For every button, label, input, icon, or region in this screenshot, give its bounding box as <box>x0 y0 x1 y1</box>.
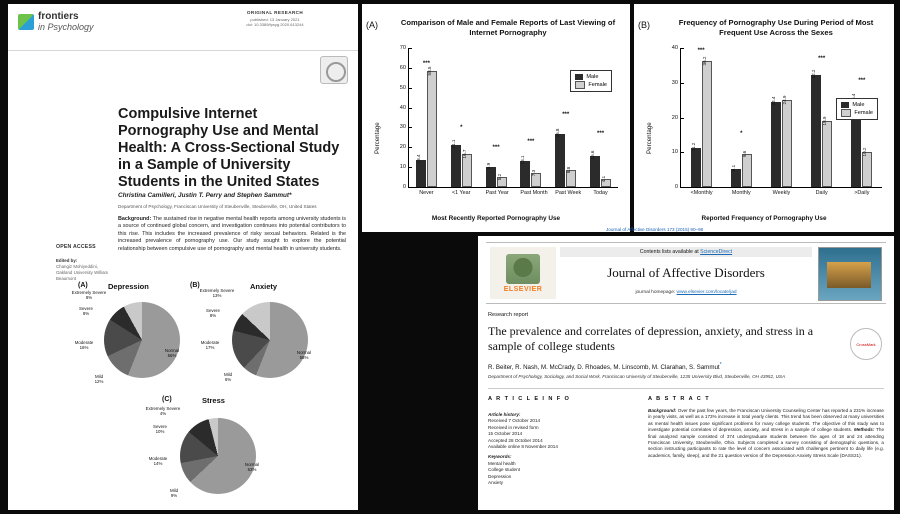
pie-slice-mild-b <box>214 372 242 383</box>
chart-b-ytick: 0 <box>675 184 681 190</box>
bar-male <box>811 69 821 187</box>
chart-b-ytick: 30 <box>672 80 681 86</box>
bar-group <box>450 48 472 196</box>
slice-label: Moderate <box>200 340 220 345</box>
bar-value: 58.5 <box>426 66 432 76</box>
legend-swatch-male-icon <box>841 102 849 108</box>
bar-group <box>415 48 437 196</box>
pie-title-anxiety: Anxiety <box>250 282 278 291</box>
journal-name: Journal of Affective Disorders <box>607 265 765 280</box>
x-category: >Daily <box>854 190 870 196</box>
chart-a-xlabel: Most Recently Reported Pornography Use <box>431 215 561 222</box>
pie-chart-stress <box>96 396 276 510</box>
chart-a-ytick: 50 <box>400 85 409 91</box>
abstract-text: The sustained rise in negative mental health reports among university students is a source of continued global concern, and investigation continues into potential contributors to this rise. This includes the increased prevalence of risky sexual behaviors. Related is the increased prevalence of pornography use. Our study sought to explore the potential relationship between compulsive use of pornography and mental health in university students. <box>118 216 346 252</box>
bar-group <box>485 48 509 196</box>
legend-item-female <box>575 81 607 89</box>
pie-panel-tag-c: (C) <box>162 396 172 403</box>
chart-b-ytick: 20 <box>672 115 681 121</box>
journal-homepage-line <box>560 290 812 295</box>
pie-slice-severe-c <box>144 424 176 435</box>
slice-label: Normal <box>244 462 260 467</box>
slice-pct: 14% <box>153 461 163 467</box>
edited-by-label: Edited by: <box>56 258 78 263</box>
article-section-label: ORIGINAL RESEARCH <box>246 10 304 15</box>
pie-slice-moderate-b <box>192 340 228 351</box>
sig-marker: *** <box>818 55 826 62</box>
article-history-text: Received 7 October 2014 Received in revised form 15 October 2014 Accepted 28 October 2014 Available online 8 November 2014 <box>488 418 558 450</box>
slice-pct: 56% <box>167 353 177 359</box>
legend-swatch-female-icon <box>575 81 585 89</box>
frontiers-logo <box>18 12 94 32</box>
bar-female <box>862 147 872 187</box>
bar-group <box>690 47 713 196</box>
bar-female <box>741 150 752 187</box>
sig-marker: * <box>740 130 743 137</box>
slice-label: Moderate <box>74 340 94 345</box>
x-category: Daily <box>815 190 828 196</box>
bar-value: 5.1 <box>730 165 736 172</box>
chart-b-legend <box>836 98 878 120</box>
pie-slice-normal-c <box>236 462 268 473</box>
bar-value: 11.2 <box>690 142 696 152</box>
crossmark-badge-icon[interactable] <box>850 328 882 360</box>
legend-swatch-male-icon <box>575 74 583 80</box>
bar-female <box>531 169 541 187</box>
slice-pct: 56% <box>299 355 309 361</box>
chart-b-panel-tag: (B) <box>638 20 650 30</box>
abstract-methods-label: Methods: <box>853 427 875 433</box>
bar-value: 24.4 <box>770 96 776 106</box>
slice-pct: 10% <box>155 429 165 435</box>
journal-citation: Journal of Affective Disorders 173 (2015) 90–96 <box>606 227 704 232</box>
article-type-label: Research report <box>488 312 529 318</box>
divider <box>488 388 884 389</box>
bar-value: 15.6 <box>590 150 596 160</box>
legend-item-male <box>575 73 607 81</box>
bar-value: 26.8 <box>555 128 561 138</box>
pie-slice-extsevere-a <box>70 290 108 301</box>
page-title: Compulsive Internet Pornography Use and Mental Health: A Cross-Sectional Study in a Sample of University Students in the United States <box>118 106 340 190</box>
x-category: <Monthly <box>690 190 713 196</box>
bar-value: 21.1 <box>450 139 456 149</box>
chart-a-ytick: 40 <box>400 105 409 111</box>
sig-marker: * <box>460 125 463 132</box>
abstract-label: Background: <box>118 216 152 222</box>
author-names: R. Beiter, R. Nash, M. McCrady, D. Rhoades, M. Linscomb, M. Clarahan, S. Sammut <box>488 364 720 372</box>
slice-label: Moderate <box>148 456 168 461</box>
slice-label: Severe <box>206 308 220 313</box>
bar-value: 36.2 <box>701 56 707 66</box>
slice-pct: 8% <box>209 313 217 319</box>
bar-female <box>701 56 712 187</box>
bar-male <box>770 96 781 187</box>
corresponding-author-mark: * <box>719 362 722 368</box>
bar-group <box>811 48 832 196</box>
abstract-methods-text: The final analyzed sample consisted of 374 undergraduate students between the ages of 18 and 24 attending Franciscan University, Steubenville, Ohio. Subjects completed a survey consisting of demographic questions, a section instructing participants to rate the level of concern associated with challenges pertinent to daily life (e.g. academics, family, sleep), and the 21 question version of the Depression Anxiety Stress Scale (DASS21). <box>648 427 885 458</box>
x-category: Never <box>419 190 434 196</box>
bar-value: 18.9 <box>822 116 828 126</box>
bar-group <box>555 48 582 196</box>
chart-a-plot-area <box>399 45 618 196</box>
abstract-block <box>118 216 346 253</box>
bar-male <box>450 139 461 187</box>
frontiers-logo-icon <box>18 14 34 30</box>
contents-prefix: Contents lists available at <box>639 249 699 255</box>
x-category: Past Week <box>555 190 582 196</box>
slice-label: Severe <box>153 424 167 429</box>
bar-male <box>730 165 741 187</box>
elsevier-wordmark: ELSEVIER <box>503 285 543 293</box>
chart-a-bars <box>409 48 618 196</box>
bar-female <box>461 149 472 187</box>
keywords-text: Mental health College student Depression Anxiety <box>488 460 520 486</box>
abstract-heading: A B S T R A C T <box>648 396 711 402</box>
pie-chart-anxiety <box>184 282 358 400</box>
bar-group <box>730 48 752 196</box>
author-affiliation: Department of Psychology, Franciscan University of Steubenville, Steubenville, OH, United States <box>118 204 317 209</box>
bar-female <box>822 116 832 187</box>
pie-slice-extsevere-b <box>198 288 236 299</box>
sig-marker: *** <box>527 139 535 146</box>
bar-value: 24.9 <box>781 95 787 105</box>
journal-masthead-center <box>560 247 812 299</box>
pie-panel-tag-b: (B) <box>190 282 200 289</box>
bar-value: 9.9 <box>485 163 491 170</box>
bar-value: 7.3 <box>531 169 537 176</box>
frontiers-header <box>8 4 358 51</box>
journal-abstract-body <box>648 408 884 459</box>
chart-b-plot-area <box>671 45 882 196</box>
edited-by-block <box>56 258 114 282</box>
chart-a-ytick: 0 <box>403 184 409 190</box>
pie-slice-severe-a <box>70 306 102 317</box>
bar-value: 16.7 <box>461 149 467 159</box>
crossmark-label: CrossMark <box>856 341 876 347</box>
chart-b-ylabel: Percentage <box>646 122 653 154</box>
bar-male <box>590 150 600 187</box>
slice-pct: 8% <box>85 295 93 301</box>
pie-slice-extsevere-c <box>144 406 182 417</box>
article-history-label: Article history: <box>488 412 521 417</box>
legend-item-male <box>841 101 873 109</box>
pie-panel-tag-a: (A) <box>78 282 88 289</box>
pie-title-stress: Stress <box>202 396 225 405</box>
slice-pct: 13% <box>212 293 222 299</box>
sig-marker: *** <box>858 78 866 85</box>
x-category: <1 Year <box>452 190 471 196</box>
slice-pct: 4% <box>159 411 167 417</box>
chart-a-panel-tag: (A) <box>366 20 378 30</box>
x-category: Today <box>593 190 608 196</box>
bar-value: 9.6 <box>741 150 747 157</box>
chart-a-ytick: 70 <box>400 45 409 51</box>
bar-female <box>496 173 507 187</box>
frontiers-article-page <box>8 4 358 510</box>
slice-label: Normal <box>296 350 312 355</box>
pie-anxiety <box>232 302 308 378</box>
pie-chart-depression <box>8 282 184 400</box>
elsevier-logo <box>490 247 556 299</box>
pie-depression <box>104 302 180 378</box>
legend-label: Female <box>588 82 607 88</box>
slice-label: Mild <box>94 374 104 379</box>
slice-label: Extremely Severe <box>199 288 235 293</box>
slice-pct: 6% <box>224 377 232 383</box>
x-category: Past Year <box>485 190 509 196</box>
journal-affiliation: Department of Psychology, Sociology, and Social Work, Franciscan University of Steubenville, 1235 University Blvd, Steubenville, OH 43952, USA <box>488 374 786 379</box>
chart-a-ylabel: Percentage <box>374 122 381 154</box>
bar-group <box>590 48 611 196</box>
bar-value: 4.1 <box>601 175 607 183</box>
bar-value: 5.2 <box>496 173 502 180</box>
legend-item-female <box>841 109 873 117</box>
pie-title-depression: Depression <box>108 282 149 291</box>
slice-pct: 8% <box>82 311 90 317</box>
chart-b-ytick: 10 <box>672 149 681 155</box>
chart-b-xlabel: Reported Frequency of Pornography Use <box>701 215 827 222</box>
frontiers-logo-sub: in Psychology <box>38 22 94 32</box>
frontiers-logo-main: frontiers <box>38 11 79 22</box>
bar-group <box>770 48 792 196</box>
slice-pct: 9% <box>170 493 178 499</box>
abstract-background-text: Over the past few years, the Franciscan University Counseling Center has reported a 231% increase in yearly visits, as well as a 173% increase in total yearly clients. This trend has been observed at many universities as mental health issues pose significant problems for many college students. The objective of this study was to investigate potential correlates of depression, anxiety, and stress in a sample of college students. <box>648 408 884 433</box>
journal-author-list <box>488 362 848 371</box>
elsevier-tree-icon <box>506 254 540 284</box>
legend-swatch-female-icon <box>841 109 851 117</box>
journal-homepage-link[interactable]: www.elsevier.com/locate/jad <box>676 290 737 295</box>
bar-group <box>520 48 548 196</box>
chart-a-ytick: 30 <box>400 124 409 130</box>
author-list: Christina Camilleri, Justin T. Perry and Stephen Sammut* <box>118 192 292 199</box>
frontiers-article-meta <box>200 10 350 28</box>
bar-male <box>485 163 496 187</box>
slice-pct: 12% <box>94 379 104 385</box>
bar-male <box>690 142 701 187</box>
legend-label: Male <box>852 102 865 108</box>
legend-label: Male <box>586 74 599 80</box>
contents-line <box>560 247 812 257</box>
legend-label: Female <box>854 110 873 116</box>
bar-value: 13.1 <box>520 155 526 165</box>
slice-label: Extremely Severe <box>71 290 107 295</box>
open-access-label: OPEN ACCESS <box>56 244 96 250</box>
homepage-label: journal homepage: <box>635 290 676 295</box>
bar-male <box>415 154 426 187</box>
x-category: Monthly <box>731 190 751 196</box>
slice-label: Normal <box>164 348 180 353</box>
chart-a-ytick: 10 <box>400 164 409 170</box>
chart-a-ytick: 60 <box>400 65 409 71</box>
chart-a-legend <box>570 70 612 92</box>
x-category: Weekly <box>772 190 791 196</box>
journal-article-page <box>478 227 894 510</box>
slice-label: Extremely Severe <box>145 406 181 411</box>
slice-pct: 63% <box>247 467 257 473</box>
bar-female <box>566 166 576 188</box>
pie-slice-mild-c <box>160 488 188 499</box>
bar-female <box>426 66 437 187</box>
bar-value: 8.8 <box>566 166 572 173</box>
slice-pct: 16% <box>79 345 89 351</box>
slice-pct: 17% <box>205 345 215 351</box>
bar-male <box>520 155 530 187</box>
pie-stress <box>180 418 256 494</box>
bar-value: 10.2 <box>862 147 868 157</box>
bar-female <box>601 175 611 187</box>
chart-b-title: Frequency of Pornography Use During Period of Most Frequent Use Across the Sexes <box>678 18 874 37</box>
pie-slice-normal-b <box>288 350 320 361</box>
frontiers-wordmark <box>38 12 94 32</box>
sig-marker: *** <box>492 144 500 151</box>
chart-panel-a <box>362 4 630 232</box>
sig-marker: *** <box>562 111 570 118</box>
pie-slice-moderate-c <box>140 456 176 467</box>
pie-slice-mild-a <box>84 374 114 385</box>
sig-marker: *** <box>697 47 705 54</box>
chart-panel-b <box>634 4 894 232</box>
article-info-body <box>488 408 628 486</box>
sig-marker: *** <box>422 61 430 68</box>
bar-female <box>781 95 792 187</box>
keywords-label: Keywords: <box>488 454 512 460</box>
pie-slice-severe-b <box>198 308 228 319</box>
x-category: Past Month <box>520 190 548 196</box>
chart-a-title: Comparison of Male and Female Reports of Last Viewing of Internet Pornography <box>400 18 616 37</box>
chart-a-ytick: 20 <box>400 144 409 150</box>
abstract-background-label: Background: <box>648 408 677 413</box>
pie-slice-moderate-a <box>66 340 102 351</box>
journal-masthead <box>486 242 886 304</box>
bar-value: 13.4 <box>415 154 421 164</box>
article-doi-meta: published: 13 January 2021 doi: 10.3389/fpsyg.2020.613244 <box>246 17 304 28</box>
slice-label: Mild <box>223 372 233 377</box>
bar-male <box>555 128 565 187</box>
journal-article-title: The prevalence and correlates of depression, anxiety, and stress in a sample of college students <box>488 324 814 353</box>
editor-name: Changiz Mohiyeddini, Oakland University William Beaumont <box>56 264 109 281</box>
check-updates-stamp-icon <box>320 56 348 84</box>
sig-marker: *** <box>597 130 605 137</box>
slice-label: Severe <box>79 306 93 311</box>
journal-cover-thumbnail <box>818 247 882 301</box>
slice-label: Mild <box>169 488 179 493</box>
bar-value: 32.2 <box>811 69 817 79</box>
sciencedirect-link[interactable]: ScienceDirect <box>700 249 733 255</box>
article-info-heading: A R T I C L E I N F O <box>488 396 571 402</box>
chart-b-ytick: 40 <box>672 45 681 51</box>
